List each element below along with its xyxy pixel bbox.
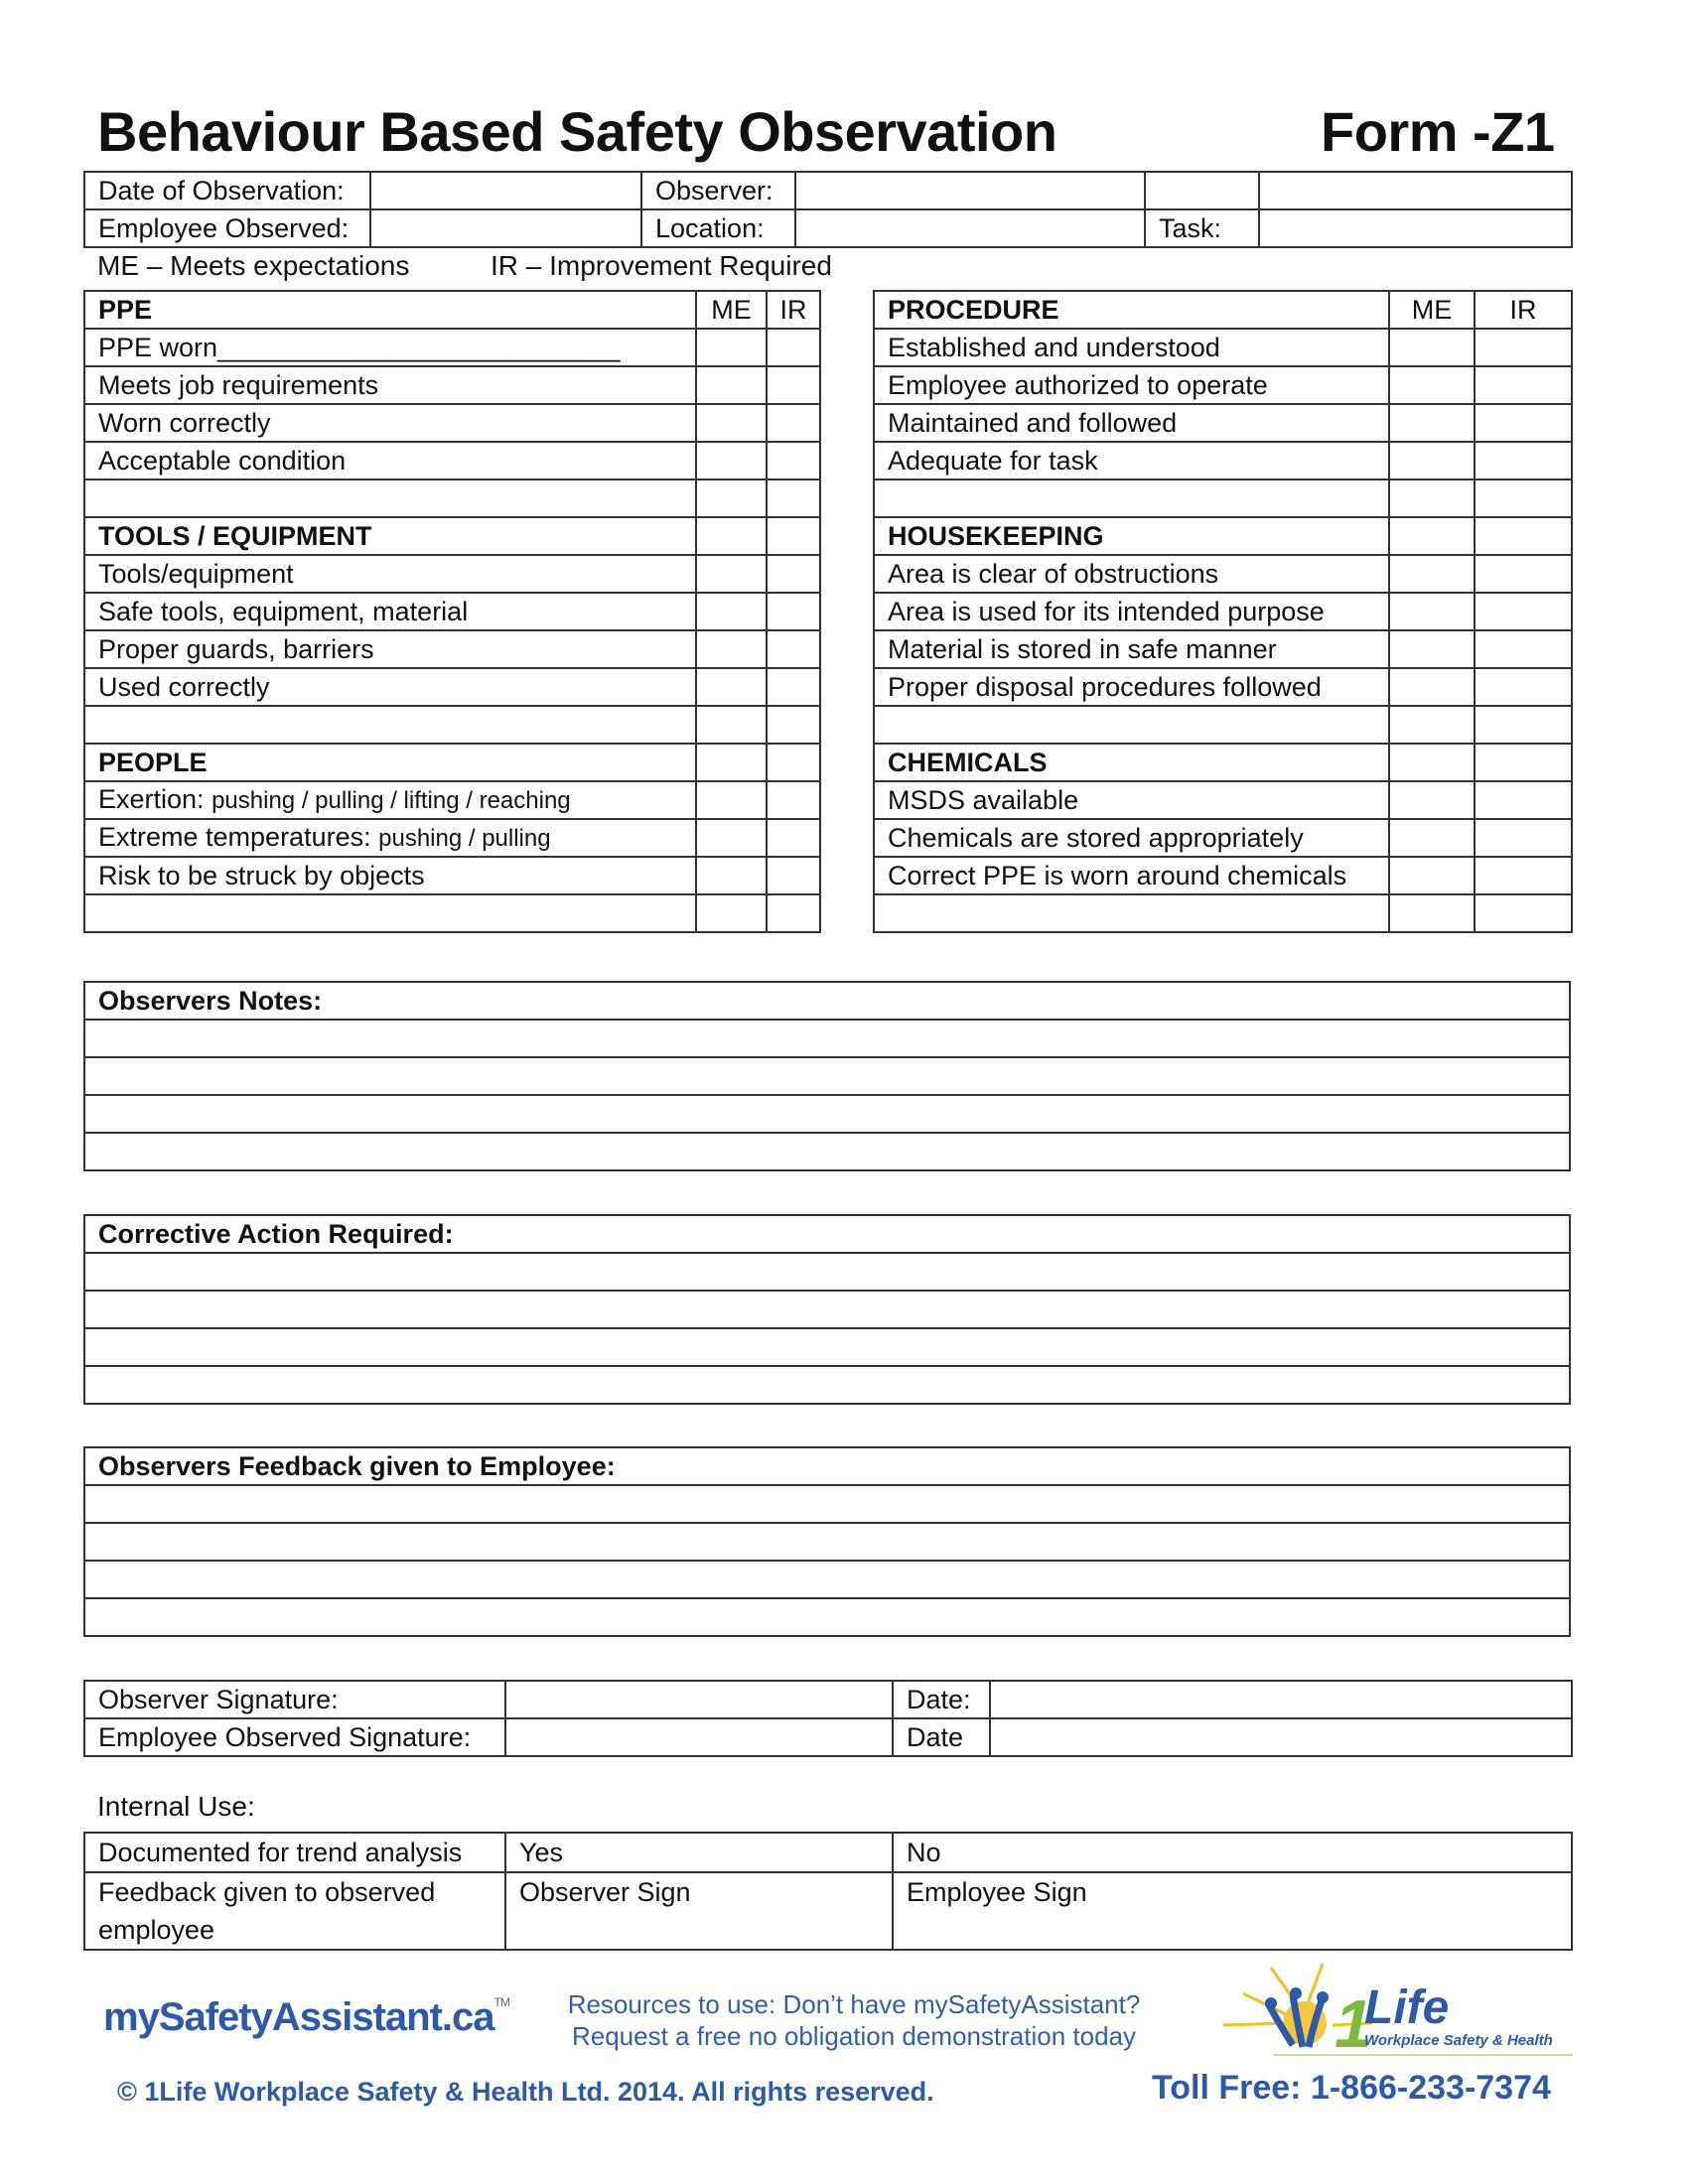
section-title-procedure: PROCEDURE	[874, 291, 1389, 329]
ir-checkbox[interactable]	[1475, 329, 1572, 366]
item-detail: pushing / pulling	[378, 825, 551, 852]
mysafetyassistant-logo	[103, 1995, 509, 2040]
notes-line[interactable]	[84, 1291, 1570, 1328]
column-header-me: ME	[696, 291, 767, 329]
observer-sign-field[interactable]: Observer Sign	[505, 1872, 893, 1950]
checklist-item: Proper guards, barriers	[84, 630, 696, 668]
section-title-people: PEOPLE	[84, 744, 696, 781]
ir-checkbox[interactable]	[767, 668, 820, 706]
observer-signature-field[interactable]	[505, 1681, 893, 1718]
ir-checkbox[interactable]	[767, 442, 820, 479]
checklist-item: Established and understood	[874, 329, 1389, 366]
me-checkbox[interactable]	[696, 781, 767, 819]
notes-line[interactable]	[84, 1328, 1570, 1366]
employee-date-field[interactable]	[990, 1718, 1572, 1756]
me-checkbox[interactable]	[1389, 668, 1475, 706]
checklist-item: Worn correctly	[84, 404, 696, 442]
checklist-item: MSDS available	[874, 781, 1389, 819]
checklist-item: Chemicals are stored appropriately	[874, 819, 1389, 857]
item-label: Exertion:	[98, 784, 205, 814]
observer-signature-label: Observer Signature:	[84, 1681, 505, 1718]
ir-checkbox[interactable]	[767, 479, 820, 517]
feedback-given-label: Feedback given to observed employee	[84, 1872, 505, 1950]
checklist-item: Material is stored in safe manner	[874, 630, 1389, 668]
ir-checkbox[interactable]	[767, 593, 820, 630]
employee-sign-field[interactable]: Employee Sign	[893, 1872, 1572, 1950]
checklist-item: PPE worn___________________________	[84, 329, 696, 366]
me-checkbox[interactable]	[1389, 744, 1475, 781]
blank-row[interactable]	[84, 894, 696, 932]
employee-signature-field[interactable]	[505, 1718, 893, 1756]
checklist-item: Meets job requirements	[84, 366, 696, 404]
checklist-item: Proper disposal procedures followed	[874, 668, 1389, 706]
me-checkbox[interactable]	[1389, 442, 1475, 479]
internal-use-label: Internal Use:	[97, 1791, 255, 1822]
checklist-item	[84, 781, 696, 819]
toll-free-number[interactable]: Toll Free: 1-866-233-7374	[1152, 2069, 1551, 2107]
me-checkbox[interactable]	[1389, 366, 1475, 404]
me-checkbox[interactable]	[696, 894, 767, 932]
ir-checkbox[interactable]	[767, 517, 820, 555]
svg-text:1: 1	[1335, 1986, 1372, 2062]
task-field[interactable]	[1259, 209, 1572, 247]
blank-label-cell	[1145, 172, 1259, 209]
employee-observed-label: Employee Observed:	[84, 209, 370, 247]
observer-feedback-title: Observers Feedback given to Employee:	[84, 1447, 1570, 1485]
me-checkbox[interactable]	[696, 366, 767, 404]
ir-checkbox[interactable]	[1475, 442, 1572, 479]
column-header-ir: IR	[767, 291, 820, 329]
ir-checkbox[interactable]	[767, 819, 820, 857]
ir-checkbox[interactable]	[1475, 857, 1572, 894]
me-checkbox[interactable]	[696, 744, 767, 781]
checklist-item: Maintained and followed	[874, 404, 1389, 442]
me-checkbox[interactable]	[696, 630, 767, 668]
legend-ir: IR – Improvement Required	[491, 250, 832, 281]
observer-field[interactable]	[795, 172, 1145, 209]
page-title: Behaviour Based Safety Observation	[97, 100, 1057, 163]
me-checkbox[interactable]	[696, 593, 767, 630]
notes-line[interactable]	[84, 1133, 1570, 1170]
employee-observed-field[interactable]	[370, 209, 641, 247]
ir-checkbox[interactable]	[767, 744, 820, 781]
section-title-housekeeping: HOUSEKEEPING	[874, 517, 1389, 555]
ir-checkbox[interactable]	[1475, 781, 1572, 819]
me-checkbox[interactable]	[1389, 630, 1475, 668]
ir-checkbox[interactable]	[767, 366, 820, 404]
sun-people-icon	[1213, 1956, 1591, 2065]
documented-trend-label: Documented for trend analysis	[84, 1833, 505, 1872]
me-checkbox[interactable]	[1389, 706, 1475, 744]
ir-checkbox[interactable]	[767, 781, 820, 819]
me-checkbox[interactable]	[1389, 404, 1475, 442]
me-checkbox[interactable]	[1389, 479, 1475, 517]
observers-notes-title: Observers Notes:	[84, 982, 1570, 1020]
notes-line[interactable]	[84, 1485, 1570, 1523]
notes-line[interactable]	[84, 1598, 1570, 1636]
section-title-tools: TOOLS / EQUIPMENT	[84, 517, 696, 555]
copyright-text: © 1Life Workplace Safety & Health Ltd. 2014. All rights reserved.	[117, 2077, 934, 2107]
checklist-item: Acceptable condition	[84, 442, 696, 479]
item-detail: pushing / pulling / lifting / reaching	[211, 787, 571, 814]
ir-checkbox[interactable]	[1475, 668, 1572, 706]
ir-checkbox[interactable]	[1475, 819, 1572, 857]
ir-checkbox[interactable]	[1475, 517, 1572, 555]
date-of-observation-field[interactable]	[370, 172, 641, 209]
observation-info-table	[83, 171, 1573, 248]
corrective-action-box	[83, 1214, 1571, 1405]
checklist-item: Area is clear of obstructions	[874, 555, 1389, 593]
ir-checkbox[interactable]	[1475, 479, 1572, 517]
me-checkbox[interactable]	[696, 706, 767, 744]
ir-checkbox[interactable]	[1475, 706, 1572, 744]
blank-row[interactable]	[874, 894, 1389, 932]
checklist-item: Tools/equipment	[84, 555, 696, 593]
me-checkbox[interactable]	[696, 857, 767, 894]
date-of-observation-label: Date of Observation:	[84, 172, 370, 209]
blank-row[interactable]	[84, 706, 696, 744]
me-checkbox[interactable]	[696, 819, 767, 857]
ir-checkbox[interactable]	[1475, 555, 1572, 593]
ir-checkbox[interactable]	[1475, 593, 1572, 630]
item-label: Extreme temperatures:	[98, 822, 371, 852]
checklist-item: Risk to be struck by objects	[84, 857, 696, 894]
notes-line[interactable]	[84, 1095, 1570, 1133]
me-checkbox[interactable]	[1389, 894, 1475, 932]
me-checkbox[interactable]	[1389, 517, 1475, 555]
ir-checkbox[interactable]	[1475, 366, 1572, 404]
observers-notes-box	[83, 981, 1571, 1171]
corrective-action-title: Corrective Action Required:	[84, 1215, 1570, 1253]
resources-line-1: Resources to use: Don’t have mySafetyAssistant?	[567, 1989, 1141, 2019]
location-label: Location:	[641, 209, 795, 247]
me-checkbox[interactable]	[696, 517, 767, 555]
ir-checkbox[interactable]	[1475, 894, 1572, 932]
me-checkbox[interactable]	[1389, 329, 1475, 366]
left-checklist-table	[83, 290, 821, 933]
notes-line[interactable]	[84, 1561, 1570, 1598]
task-label: Task:	[1145, 209, 1259, 247]
internal-use-table	[83, 1832, 1573, 1951]
me-checkbox[interactable]	[696, 329, 767, 366]
notes-line[interactable]	[84, 1523, 1570, 1561]
column-header-ir: IR	[1475, 291, 1572, 329]
date-label: Date:	[893, 1681, 990, 1718]
checklist-item: Correct PPE is worn around chemicals	[874, 857, 1389, 894]
svg-text:Life: Life	[1364, 1981, 1450, 2034]
resources-line-2: Request a free no obligation demonstration today	[571, 2021, 1137, 2051]
employee-signature-label: Employee Observed Signature:	[84, 1718, 505, 1756]
signature-table	[83, 1680, 1573, 1757]
1life-logo	[1213, 1956, 1591, 2065]
section-title-chemicals: CHEMICALS	[874, 744, 1389, 781]
blank-row[interactable]	[874, 706, 1389, 744]
me-checkbox[interactable]	[696, 668, 767, 706]
observer-label: Observer:	[641, 172, 795, 209]
ir-checkbox[interactable]	[767, 630, 820, 668]
me-checkbox[interactable]	[696, 404, 767, 442]
ir-checkbox[interactable]	[767, 329, 820, 366]
date-label: Date	[893, 1718, 990, 1756]
me-checkbox[interactable]	[696, 442, 767, 479]
ir-checkbox[interactable]	[1475, 404, 1572, 442]
section-title-ppe: PPE	[84, 291, 696, 329]
ir-checkbox[interactable]	[1475, 744, 1572, 781]
checklist-item: Safe tools, equipment, material	[84, 593, 696, 630]
column-header-me: ME	[1389, 291, 1475, 329]
ir-checkbox[interactable]	[767, 894, 820, 932]
ir-checkbox[interactable]	[1475, 630, 1572, 668]
ir-checkbox[interactable]	[767, 706, 820, 744]
me-checkbox[interactable]	[696, 555, 767, 593]
form-id: Form -Z1	[1321, 100, 1555, 163]
notes-line[interactable]	[84, 1366, 1570, 1404]
observer-feedback-box	[83, 1446, 1571, 1637]
me-checkbox[interactable]	[1389, 781, 1475, 819]
notes-line[interactable]	[84, 1020, 1570, 1057]
me-checkbox[interactable]	[1389, 593, 1475, 630]
checklist-item: Used correctly	[84, 668, 696, 706]
notes-line[interactable]	[84, 1057, 1570, 1095]
checklist-item: Employee authorized to operate	[874, 366, 1389, 404]
right-checklist-table	[873, 290, 1573, 933]
checklist-item: Adequate for task	[874, 442, 1389, 479]
notes-line[interactable]	[84, 1253, 1570, 1291]
legend-me: ME – Meets expectations	[97, 250, 410, 281]
blank-row[interactable]	[874, 479, 1389, 517]
brand-logo-text: mySafetyAssistant.ca	[103, 1995, 494, 2039]
me-checkbox[interactable]	[1389, 819, 1475, 857]
checklist-item	[84, 819, 696, 857]
observer-date-field[interactable]	[990, 1681, 1572, 1718]
no-option[interactable]: No	[893, 1833, 1572, 1872]
checklist-item: Area is used for its intended purpose	[874, 593, 1389, 630]
ir-checkbox[interactable]	[767, 555, 820, 593]
trademark-mark: TM	[493, 1995, 509, 2009]
blank-row[interactable]	[84, 479, 696, 517]
me-checkbox[interactable]	[1389, 555, 1475, 593]
svg-text:Workplace Safety & Health: Workplace Safety & Health	[1364, 2032, 1553, 2049]
location-field[interactable]	[795, 209, 1145, 247]
me-checkbox[interactable]	[1389, 857, 1475, 894]
me-checkbox[interactable]	[696, 479, 767, 517]
ir-checkbox[interactable]	[767, 404, 820, 442]
resources-text	[536, 1988, 1172, 2052]
blank-value-cell[interactable]	[1259, 172, 1572, 209]
ir-checkbox[interactable]	[767, 857, 820, 894]
yes-option[interactable]: Yes	[505, 1833, 893, 1872]
